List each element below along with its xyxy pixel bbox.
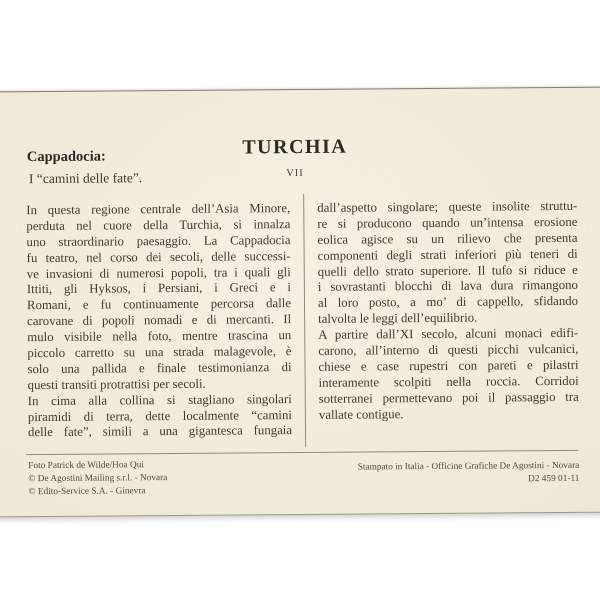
text-line: vallate contigue.	[318, 406, 404, 422]
text-line: interamente scolpiti nella roccia. Corridoi	[318, 373, 579, 390]
text-line: solo una pallida e finale testimonianza di	[27, 359, 292, 377]
text-line: delle fate”, simili a una gigantesca fungaia	[27, 423, 293, 440]
text-line: ve invasioni di numerosi popoli, tra i quali gli	[26, 264, 291, 281]
text-line: uno straordinario paesaggio. La Cappadocia	[26, 232, 291, 249]
credit-line: Foto Patrick de Wilde/Hoa Qui	[28, 460, 144, 472]
postcard-card	[0, 87, 600, 518]
text-line: re si producono quando un’intensa erosione	[317, 214, 578, 231]
postcard-content	[0, 88, 600, 517]
text-line: dall’aspetto singolare; queste insolite struttu-	[317, 198, 578, 215]
text-line: questi transiti protrattisi per secoli.	[27, 376, 206, 392]
text-line: carono, all’interno di questi picchi vulcanici,	[318, 341, 579, 358]
text-line: talvolta le leggi dell’equilibrio.	[318, 310, 478, 327]
credit-line: © De Agostini Mailing s.r.l. - Novara	[28, 473, 168, 485]
credit-line: © Edito-Service S.A. - Ginevra	[28, 486, 146, 498]
text-line: A partire dall’XI secolo, alcuni monaci edifi-	[318, 325, 579, 342]
text-line: i sovrastanti blocchi di lava dura rimangono	[317, 278, 578, 295]
text-line: fu teatro, nel corso dei secoli, delle successi-	[26, 248, 291, 265]
column-right	[317, 199, 579, 424]
text-line: piramidi di terra, dette localmente “camini	[27, 407, 292, 424]
text-line: mulo visibile nella foto, mentre trascina un	[27, 328, 292, 345]
column-divider	[303, 194, 306, 447]
region-heading: Cappadocia:	[26, 148, 106, 166]
text-line: In questa regione centrale dell’Asia Minore,	[26, 201, 291, 218]
text-line: Romani, e fu continuamente percorsa dalle	[26, 296, 292, 313]
text-line: In cima alla collina si stagliano singolari	[27, 391, 292, 408]
text-line: piccolo carretto su una strada malagevole, è	[27, 344, 292, 361]
region-subheading: I “camini delle fate”.	[28, 170, 143, 187]
text-line: componenti degli strati inferiori più teneri di	[317, 246, 578, 263]
photo-credits	[28, 459, 167, 499]
country-title: TURCHIA	[242, 135, 348, 159]
printing-line: Stampato in Italia - Officine Grafiche De Agostini - Novara	[357, 460, 580, 473]
text-line: carovane di popoli nomadi e di mercanti. Il	[27, 312, 292, 329]
printing-info	[301, 460, 579, 488]
text-line: sotterranei permettevano poi il passaggio tra	[318, 389, 579, 406]
text-line: Ittiti, gli Hyksos, i Persiani, i Greci e i	[26, 280, 291, 297]
series-number: VII	[286, 167, 304, 180]
footer-rule	[26, 450, 578, 455]
printing-line: D2 459 01-11	[528, 473, 580, 485]
text-line: eolica agisce su un rilievo che presenta	[317, 230, 578, 247]
text-line: perduta nel cuore della Turchia, si innalza	[26, 216, 291, 234]
text-line: quelli dello strato superiore. Il tufo si riduce e	[317, 262, 578, 279]
column-left	[26, 201, 292, 441]
text-line: chiese e case rupestri con pareti e pilastri	[318, 357, 579, 374]
text-line: al loro posto, a mo’ di cappello, sfidando	[317, 294, 579, 311]
